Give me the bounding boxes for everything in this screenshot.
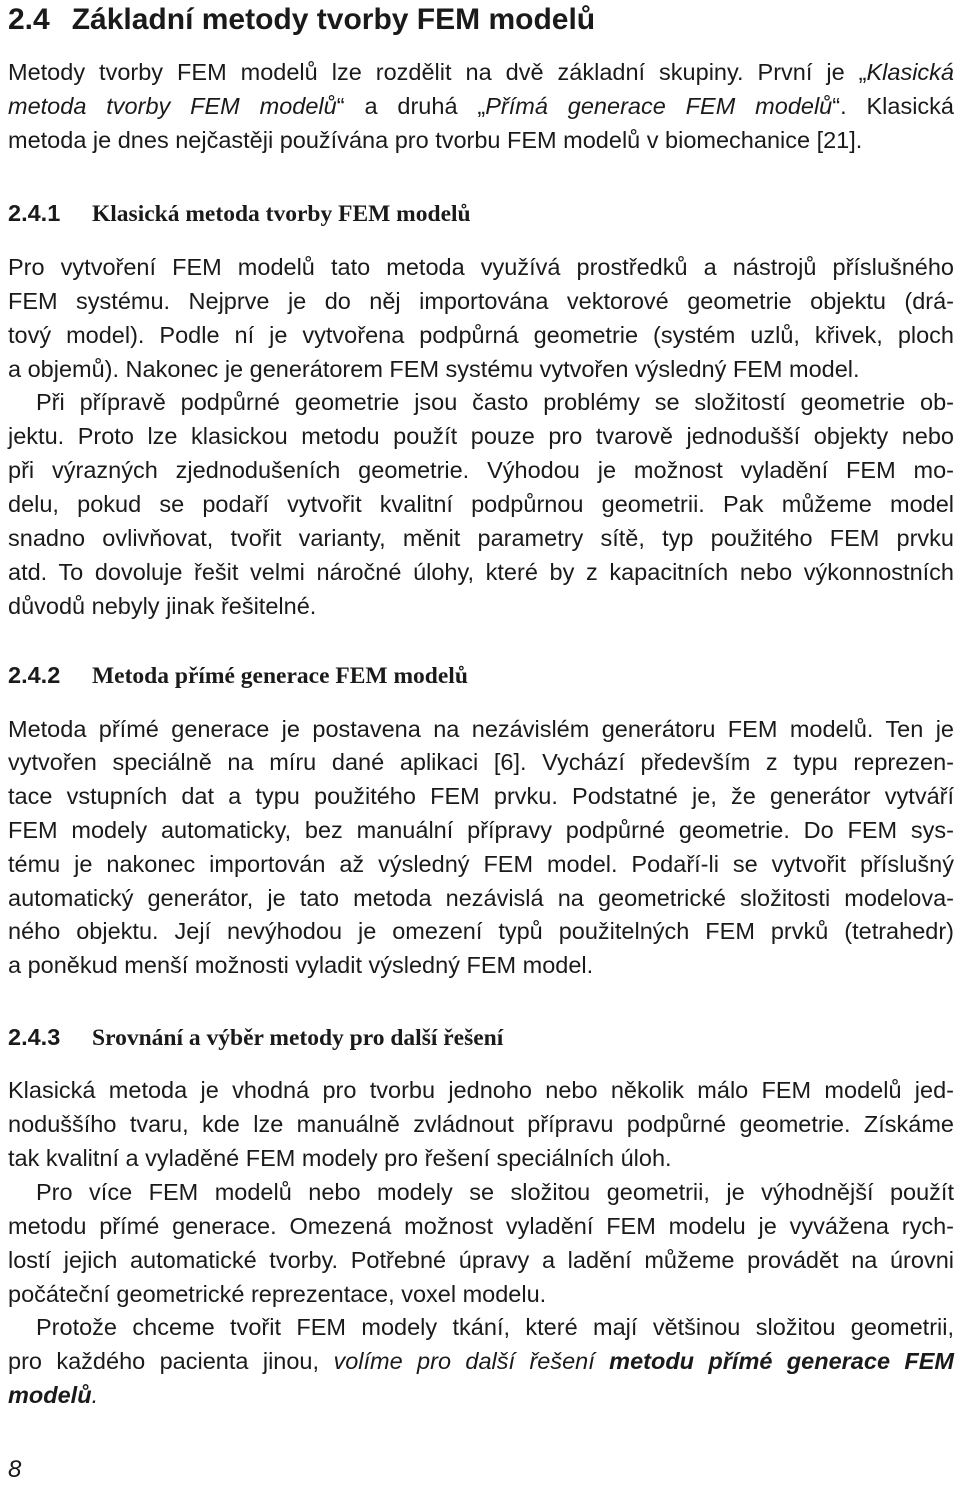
intro-line-2: metoda tvorby FEM modelů“ a druhá „Přímá generace FEM modelů“. Klasická xyxy=(8,93,954,119)
paragraph-line: tak kvalitní a vyladěné FEM modely pro řešení speciálních úloh. xyxy=(8,1145,672,1171)
subsection-number: 2.4.3 xyxy=(8,1024,61,1050)
bold-italic-text: metodu přímé generace FEM xyxy=(609,1348,955,1374)
subsection-heading-2-4-3 xyxy=(8,1020,503,1055)
paragraph-line: automatický generátor, je tato metoda nezávislá na geometrické složitosti modelova- xyxy=(8,885,954,911)
subsection-number: 2.4.1 xyxy=(8,200,61,226)
paragraph-line: vytvořen speciálně na míru dané aplikaci [6]. Vychází především z typu reprezen- xyxy=(8,749,954,775)
paragraph-line: snadno ovlivňovat, tvořit varianty, měnit parametry sítě, typ použitého FEM prvku xyxy=(8,525,954,551)
paragraph-line: delu, pokud se podaří vytvořit kvalitní podpůrnou geometrii. Pak můžeme model xyxy=(8,491,954,517)
intro-line-1: Metody tvorby FEM modelů lze rozdělit na dvě základní skupiny. První je „Klasická xyxy=(8,59,954,85)
paragraph-line: noduššího tvaru, kde lze manuálně zvládnout přípravu podpůrné geometrie. Získáme xyxy=(8,1111,954,1137)
section-heading xyxy=(8,0,595,40)
italic-text: volíme pro další řešení xyxy=(333,1348,595,1374)
paragraph-line: Klasická metoda je vhodná pro tvorbu jednoho nebo několik málo FEM modelů jed- xyxy=(8,1077,954,1103)
plain-text: pro každého pacienta jinou, xyxy=(8,1348,320,1374)
paragraph-line: počáteční geometrické reprezentace, voxel modelu. xyxy=(8,1281,547,1307)
subsection-heading-2-4-2 xyxy=(8,658,468,693)
page-number: 8 xyxy=(8,1456,22,1483)
paragraph-line: Při přípravě podpůrné geometrie jsou často problémy se složitostí geometrie ob- xyxy=(36,389,954,415)
intro-line-3: metoda je dnes nejčastěji používána pro tvorbu FEM modelů v biomechanice [21]. xyxy=(8,127,863,153)
paragraph-line: Pro vytvoření FEM modelů tato metoda využívá prostředků a nástrojů příslušného xyxy=(8,254,954,280)
subsection-title: Srovnání a výběr metody pro další řešení xyxy=(92,1025,504,1051)
paragraph-line: Metoda přímé generace je postavena na nezávislém generátoru FEM modelů. Ten je xyxy=(8,716,954,742)
paragraph-line: lostí jejich automatické tvorby. Potřebné úpravy a ladění můžeme provádět na úrovni xyxy=(8,1247,954,1273)
italic-period: . xyxy=(91,1382,99,1408)
paragraph-line: metodu přímé generace. Omezená možnost vyladění FEM modelu je vyvážena rych- xyxy=(8,1213,954,1239)
paragraph-line-mixed xyxy=(8,1344,954,1378)
subsection-heading-2-4-1 xyxy=(8,196,471,231)
paragraph-line: tace vstupních dat a typu použitého FEM prvku. Podstatné je, že generátor vytváří xyxy=(8,783,954,809)
subsection-number: 2.4.2 xyxy=(8,662,61,688)
paragraph-line: tému je nakonec importován až výsledný FEM model. Podaří-li se vytvořit příslušný xyxy=(8,851,954,877)
paragraph-line: Protože chceme tvořit FEM modely tkání, které mají většinou složitou geometrii, xyxy=(36,1314,954,1340)
paragraph-line: a objemů). Nakonec je generátorem FEM systému vytvořen výsledný FEM model. xyxy=(8,356,860,382)
paragraph-line: při výrazných zjednodušeních geometrie. Výhodou je možnost vyladění FEM mo- xyxy=(8,457,954,483)
paragraph-line: Pro více FEM modelů nebo modely se složitou geometrii, je výhodnější použít xyxy=(36,1179,954,1205)
section-title: Základní metody tvorby FEM modelů xyxy=(71,3,596,36)
paragraph-line: ného objektu. Její nevýhodou je omezení typů použitelných FEM prvků (tetrahedr) xyxy=(8,918,954,944)
paragraph-line: a poněkud menší možnosti vyladit výsledný FEM model. xyxy=(8,952,594,978)
paragraph-line: důvodů nebyly jinak řešitelné. xyxy=(8,593,317,619)
bold-italic-text: modelů xyxy=(8,1382,92,1408)
paragraph-line-mixed xyxy=(8,1378,954,1412)
section-number: 2.4 xyxy=(8,3,50,36)
paragraph-line: FEM systému. Nejprve je do něj importována vektorové geometrie objektu (drá- xyxy=(8,288,954,314)
paragraph-line: jektu. Proto lze klasickou metodu použít pouze pro tvarově jednodušší objekty nebo xyxy=(8,423,954,449)
paragraph-line: tový model). Podle ní je vytvořena podpůrná geometrie (systém uzlů, křivek, ploch xyxy=(8,322,954,348)
subsection-title: Klasická metoda tvorby FEM modelů xyxy=(92,201,471,227)
paragraph-line: FEM modely automaticky, bez manuální přípravy podpůrné geometrie. Do FEM sys- xyxy=(8,817,954,843)
subsection-title: Metoda přímé generace FEM modelů xyxy=(92,663,468,689)
paragraph-line: atd. To dovoluje řešit velmi náročné úlohy, které by z kapacitních nebo výkonnostních xyxy=(8,559,954,585)
